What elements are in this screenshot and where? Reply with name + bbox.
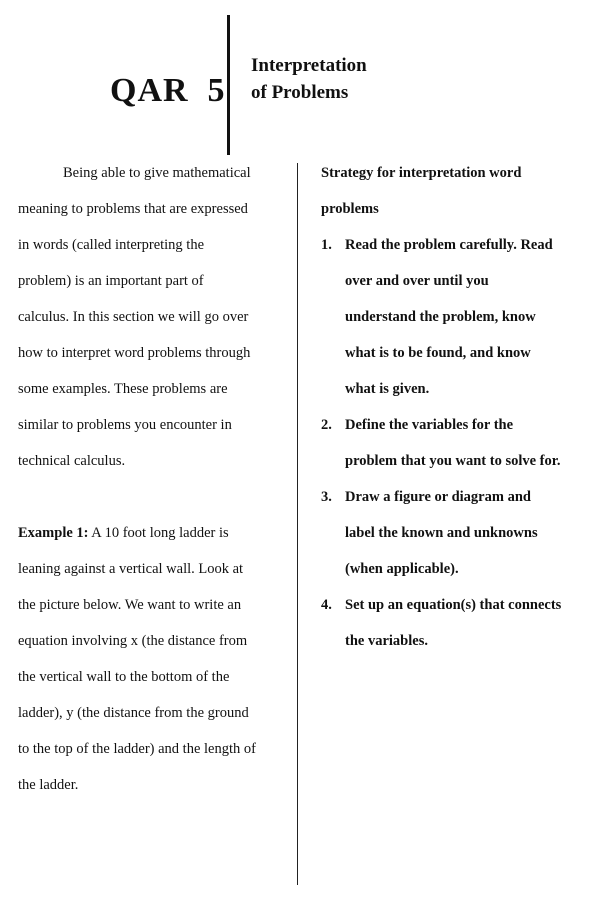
subtitle-line-2: of Problems [251, 82, 349, 103]
step-number: 2. [321, 417, 332, 433]
subtitle-line-1: Interpretation [251, 55, 367, 76]
page-title: QAR 5 [110, 72, 226, 109]
step-text-line: what is given. [345, 381, 430, 397]
step-number: 4. [321, 597, 332, 613]
example-line: the picture below. We want to write an [18, 597, 242, 613]
step-text-line: over and over until you [345, 273, 489, 289]
intro-line: calculus. In this section we will go over [18, 309, 249, 325]
example-label: Example 1: [18, 525, 89, 541]
example-line: equation involving x (the distance from [18, 633, 248, 649]
example-line: ladder), y (the distance from the ground [18, 705, 249, 721]
left-column [18, 155, 256, 803]
intro-line: some examples. These problems are [18, 381, 228, 397]
strategy-step-1 [321, 227, 561, 263]
step-text-line: (when applicable). [345, 561, 459, 577]
header-divider [227, 15, 230, 155]
intro-line: similar to problems you encounter in [18, 417, 232, 433]
example-line: to the top of the ladder) and the length of [18, 741, 256, 757]
step-text: Read the problem carefully. Read [345, 237, 553, 253]
example-line: the ladder. [18, 777, 79, 793]
step-text-line: the variables. [345, 633, 428, 649]
section-subtitle [251, 52, 367, 106]
strategy-heading-line-1: Strategy for interpretation word [321, 165, 522, 181]
step-text: Draw a figure or diagram and [345, 489, 531, 505]
intro-line: meaning to problems that are expressed [18, 201, 248, 217]
step-number: 3. [321, 489, 332, 505]
step-text-line: what is to be found, and know [345, 345, 531, 361]
example-line: leaning against a vertical wall. Look at [18, 561, 244, 577]
right-column [321, 155, 561, 659]
example-first-line [18, 515, 256, 551]
step-text: Define the variables for the [345, 417, 514, 433]
step-text-line: label the known and unknowns [345, 525, 538, 541]
intro-line: how to interpret word problems through [18, 345, 251, 361]
intro-line: in words (called interpreting the [18, 237, 205, 253]
example-line: the vertical wall to the bottom of the [18, 669, 230, 685]
intro-line: Being able to give mathematical [63, 165, 251, 181]
strategy-step-4 [321, 587, 561, 623]
strategy-step-2 [321, 407, 561, 443]
intro-line: problem) is an important part of [18, 273, 204, 289]
step-text-line: understand the problem, know [345, 309, 536, 325]
step-text-line: problem that you want to solve for. [345, 453, 561, 469]
step-number: 1. [321, 237, 332, 253]
strategy-heading-line-2: problems [321, 201, 379, 217]
strategy-step-3 [321, 479, 561, 515]
intro-line: technical calculus. [18, 453, 126, 469]
step-text: Set up an equation(s) that connects [345, 597, 562, 613]
column-divider [297, 163, 298, 885]
paragraph-gap [18, 479, 256, 515]
example-text: A 10 foot long ladder is [88, 525, 229, 541]
